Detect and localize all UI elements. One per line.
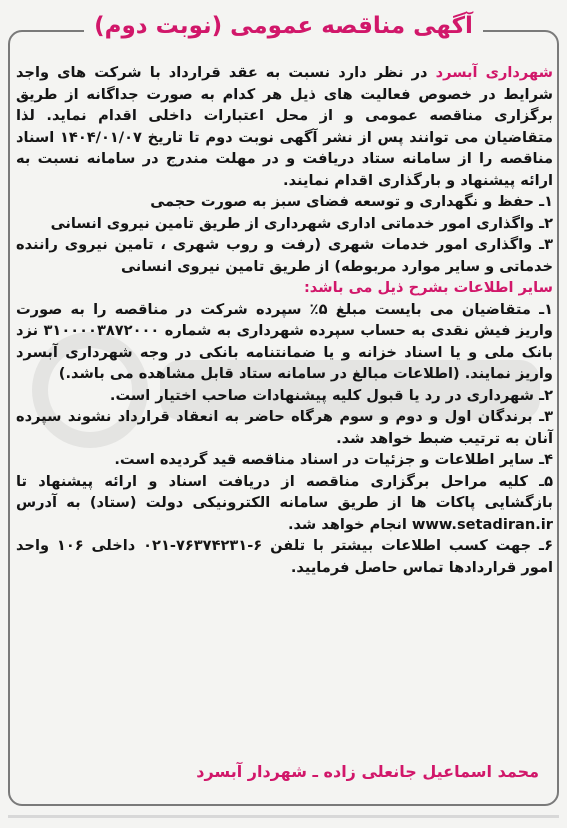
info-item: ۳ـ برندگان اول و دوم و سوم هرگاه حاضر به انعقاد قرارداد نشوند سپرده آنان به ترتیب ضبط خواهد شد. <box>16 408 553 447</box>
activity-item: ۳ـ واگذاری امور خدمات شهری (رفت و روب شهری ، تامین نیروی راننده خدماتی و سایر موارد مربوطه) از طریق تامین نیروی انسانی <box>16 236 553 275</box>
info-item: ۶ـ جهت کسب اطلاعات بیشتر با تلفن ۶-۷۶۳۷۴۲۳۱-۰۲۱ داخلی ۱۰۶ واحد امور قراردادها تماس حاصل فرمایید. <box>16 537 553 576</box>
intro-paragraph <box>16 62 553 191</box>
organization-name: شهرداری آبسرد <box>435 64 553 81</box>
other-info-heading: سایر اطلاعات بشرح ذیل می باشد: <box>303 279 553 296</box>
intro-text: در نظر دارد نسبت به عقد قرارداد با شرکت های واجد شرایط در خصوص فعالیت های ذیل هر کدام به صورت جداگانه از طریق برگزاری مناقصه عمومی و از محل اعتبارات داخلی اقدام نماید. لذا متقاضیان می توانند پس از نشر آگهی نوبت دوم تا تاریخ ۱۴۰۴/۰۱/۰۷ اسناد مناقصه را از سامانه ستاد دریافت و در مهلت مندرج در سامانه نسبت به ارائه پیشنهاد و بارگذاری اقدام نمایند. <box>16 64 553 189</box>
notice-header <box>0 4 567 48</box>
info-item: ۲ـ شهرداری در رد یا قبول کلیه پیشنهادات صاحب اختیار است. <box>109 386 553 404</box>
activity-item: ۱ـ حفظ و نگهداری و توسعه فضای سبز به صورت حجمی <box>150 193 553 210</box>
setad-url-link[interactable]: www.setadiran.ir <box>411 515 553 533</box>
notice-title: آگهی مناقصه عمومی (نوبت دوم) <box>84 4 483 48</box>
divider <box>8 815 559 818</box>
info-item: ۱ـ متقاضیان می بایست مبلغ ۵٪ سپرده شرکت در مناقصه را به صورت واریز فیش نقدی به حساب سپرده شهرداری به شماره ۳۱۰۰۰۰۳۸۷۲۰۰۰ نزد بانک ملی و یا اسناد خزانه و یا ضمانتنامه بانکی در وجه شهرداری آبسرد واریز نمایند. (اطلاعات مبالغ در سامانه ستاد قابل مشاهده می باشد.) <box>16 300 554 382</box>
item5-end: انجام خواهد شد. <box>287 515 412 533</box>
activity-item: ۲ـ واگذاری امور خدماتی اداری شهرداری از طریق تامین نیروی انسانی <box>50 214 553 232</box>
notice-body <box>16 62 553 578</box>
info-item <box>16 471 553 536</box>
info-item: ۴ـ سایر اطلاعات و جزئیات در اسناد مناقصه قید گردیده است. <box>114 451 553 468</box>
item5-text: ۵ـ کلیه مراحل برگزاری مناقصه از دریافت اسناد و ارائه پیشنهاد تا بازگشایی پاکات ها از طریق سامانه الکترونیکی دولت (ستاد) به آدرس <box>16 472 553 511</box>
signature: محمد اسماعیل جانعلی زاده ـ شهردار آبسرد <box>196 762 539 781</box>
